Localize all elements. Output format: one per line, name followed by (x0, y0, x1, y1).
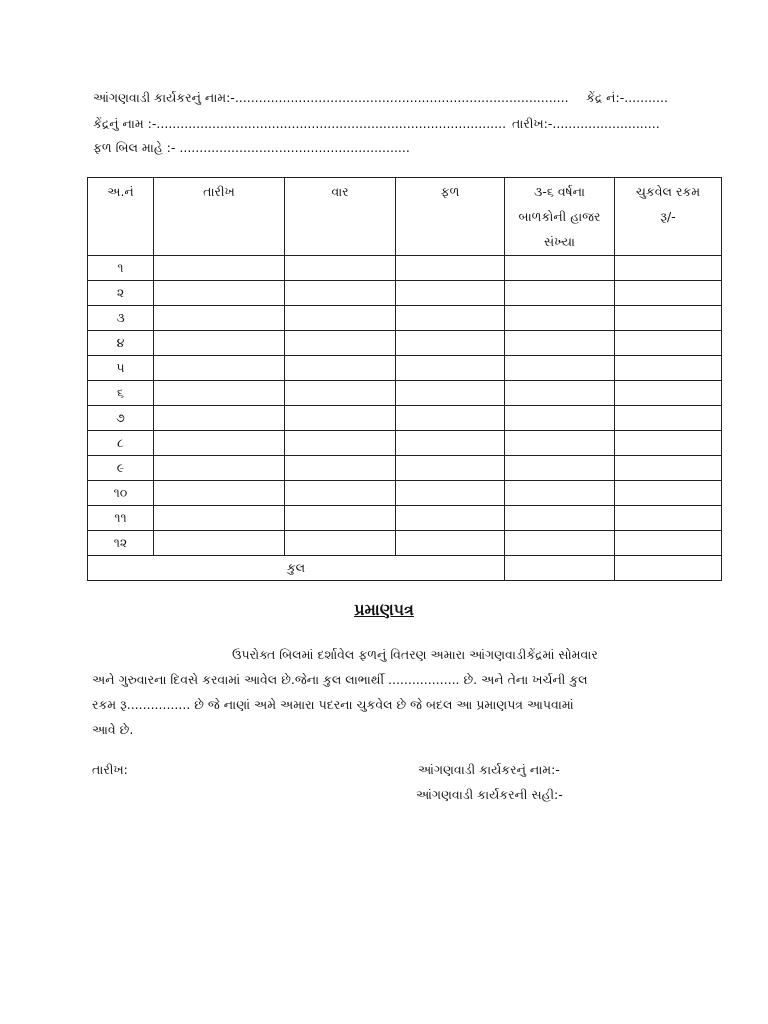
row-cell-count[interactable] (505, 531, 615, 556)
row-cell-sno: ૯ (88, 456, 154, 481)
table-row (88, 381, 722, 406)
month-field[interactable]: .......................................................... (179, 140, 410, 155)
fruit-bill-table (87, 177, 722, 581)
row-cell-day[interactable] (285, 481, 396, 506)
certificate-body (92, 642, 692, 742)
date-line (512, 115, 660, 133)
row-cell-amount[interactable] (615, 456, 722, 481)
row-cell-fruit[interactable] (396, 431, 505, 456)
total-amount-cell[interactable] (615, 556, 722, 581)
center-name-label: કેંદ્રનું નામ :- (93, 116, 157, 131)
row-cell-sno: ૬ (88, 381, 154, 406)
certificate-line-3: રકમ રૂ................ છે જે નાણાં અમે અમારા પદરના ચુકવેલ છે જે બદલ આ પ્રમાણપત્ર આપવામાં (92, 697, 574, 712)
total-label: કુલ (88, 556, 505, 581)
col-header-amount: ચુકવેલ રકમ રૂ/- (615, 178, 722, 256)
row-cell-date[interactable] (154, 256, 285, 281)
row-cell-day[interactable] (285, 406, 396, 431)
row-cell-date[interactable] (154, 481, 285, 506)
row-cell-day[interactable] (285, 281, 396, 306)
row-cell-count[interactable] (505, 381, 615, 406)
row-cell-count[interactable] (505, 306, 615, 331)
row-cell-fruit[interactable] (396, 481, 505, 506)
table-header-row (88, 178, 722, 256)
center-name-field[interactable]: ........................................................................................ (156, 116, 507, 131)
row-cell-day[interactable] (285, 306, 396, 331)
footer-date-label: તારીખ: (92, 762, 128, 777)
date-field[interactable]: ........................... (552, 116, 660, 131)
row-cell-sno: ૫ (88, 356, 154, 381)
row-cell-day[interactable] (285, 356, 396, 381)
row-cell-day[interactable] (285, 381, 396, 406)
row-cell-count[interactable] (505, 256, 615, 281)
total-count-cell[interactable] (505, 556, 615, 581)
row-cell-amount[interactable] (615, 381, 722, 406)
row-cell-amount[interactable] (615, 406, 722, 431)
row-cell-day[interactable] (285, 506, 396, 531)
row-cell-fruit[interactable] (396, 406, 505, 431)
row-cell-fruit[interactable] (396, 356, 505, 381)
table-row (88, 406, 722, 431)
row-cell-fruit[interactable] (396, 281, 505, 306)
date-label: તારીખ:- (512, 116, 553, 131)
row-cell-count[interactable] (505, 356, 615, 381)
month-line (93, 139, 410, 157)
row-cell-sno: ૧૨ (88, 531, 154, 556)
row-cell-date[interactable] (154, 356, 285, 381)
table-row (88, 281, 722, 306)
worker-name-label: આંગણવાડી કાર્યકરનું નામ:- (93, 90, 235, 105)
row-cell-date[interactable] (154, 431, 285, 456)
row-cell-amount[interactable] (615, 256, 722, 281)
table-row (88, 431, 722, 456)
row-cell-amount[interactable] (615, 481, 722, 506)
row-cell-day[interactable] (285, 531, 396, 556)
row-cell-amount[interactable] (615, 431, 722, 456)
row-cell-sno: ૧૧ (88, 506, 154, 531)
row-cell-count[interactable] (505, 506, 615, 531)
row-cell-sno: ૨ (88, 281, 154, 306)
center-no-line (586, 89, 668, 107)
center-no-field[interactable]: ........... (624, 90, 668, 105)
row-cell-day[interactable] (285, 431, 396, 456)
row-cell-sno: ૪ (88, 331, 154, 356)
row-cell-date[interactable] (154, 506, 285, 531)
col-header-sno: અ.નં (88, 178, 154, 256)
row-cell-count[interactable] (505, 481, 615, 506)
row-cell-date[interactable] (154, 456, 285, 481)
row-cell-amount[interactable] (615, 506, 722, 531)
row-cell-date[interactable] (154, 281, 285, 306)
table-row (88, 256, 722, 281)
row-cell-date[interactable] (154, 531, 285, 556)
col-header-date: તારીખ (154, 178, 285, 256)
row-cell-fruit[interactable] (396, 506, 505, 531)
certificate-line-1: ઉપરોક્ત બિલમાં દર્શાવેલ ફળનું વિતરણ અમારા આંગણવાડીકેંદ્રમાં સોમવાર (232, 647, 598, 662)
row-cell-fruit[interactable] (396, 331, 505, 356)
total-row (88, 556, 722, 581)
col-header-day: વાર (285, 178, 396, 256)
row-cell-day[interactable] (285, 456, 396, 481)
row-cell-count[interactable] (505, 281, 615, 306)
table-row (88, 531, 722, 556)
row-cell-fruit[interactable] (396, 306, 505, 331)
row-cell-sno: ૮ (88, 431, 154, 456)
row-cell-date[interactable] (154, 406, 285, 431)
row-cell-amount[interactable] (615, 356, 722, 381)
row-cell-fruit[interactable] (396, 381, 505, 406)
row-cell-amount[interactable] (615, 331, 722, 356)
certificate-line-2: અને ગુરુવારના દિવસે કરવામાં આવેલ છે.જેના કુલ લાભાર્થી .................. છે. અને તેના ખર્ચની કુલ (92, 672, 588, 687)
row-cell-sno: ૧૦ (88, 481, 154, 506)
row-cell-fruit[interactable] (396, 531, 505, 556)
table-row (88, 506, 722, 531)
table-row (88, 331, 722, 356)
certificate-line-4: આવે છે. (92, 722, 134, 737)
row-cell-count[interactable] (505, 331, 615, 356)
row-cell-sno: ૩ (88, 306, 154, 331)
row-cell-day[interactable] (285, 256, 396, 281)
row-cell-amount[interactable] (615, 531, 722, 556)
row-cell-fruit[interactable] (396, 256, 505, 281)
table-row (88, 306, 722, 331)
table-row (88, 481, 722, 506)
row-cell-amount[interactable] (615, 281, 722, 306)
row-cell-count[interactable] (505, 406, 615, 431)
worker-name-line (93, 89, 569, 107)
row-cell-amount[interactable] (615, 306, 722, 331)
month-label: ફળ બિલ માહે :- (93, 140, 176, 155)
col-header-fruit: ફળ (396, 178, 505, 256)
row-cell-sno: ૧ (88, 256, 154, 281)
row-cell-day[interactable] (285, 331, 396, 356)
row-cell-fruit[interactable] (396, 456, 505, 481)
worker-name-field[interactable]: .................................................................................... (234, 90, 569, 105)
row-cell-count[interactable] (505, 431, 615, 456)
table-row (88, 356, 722, 381)
row-cell-date[interactable] (154, 306, 285, 331)
row-cell-count[interactable] (505, 456, 615, 481)
footer-worker-sign-label: આંગણવાડી કાર્યકરની સહી:- (416, 787, 563, 802)
certificate-title: પ્રમાણપત્ર (354, 600, 414, 619)
table-row (88, 456, 722, 481)
center-no-label: કેંદ્ર નં:- (586, 90, 625, 105)
row-cell-sno: ૭ (88, 406, 154, 431)
row-cell-date[interactable] (154, 331, 285, 356)
row-cell-date[interactable] (154, 381, 285, 406)
footer-worker-name-label: આંગણવાડી કાર્યકરનું નામ:- (418, 762, 560, 777)
center-name-line (93, 115, 506, 133)
col-header-count: ૩-૬ વર્ષના બાળકોની હાજર સંખ્યા (505, 178, 615, 256)
